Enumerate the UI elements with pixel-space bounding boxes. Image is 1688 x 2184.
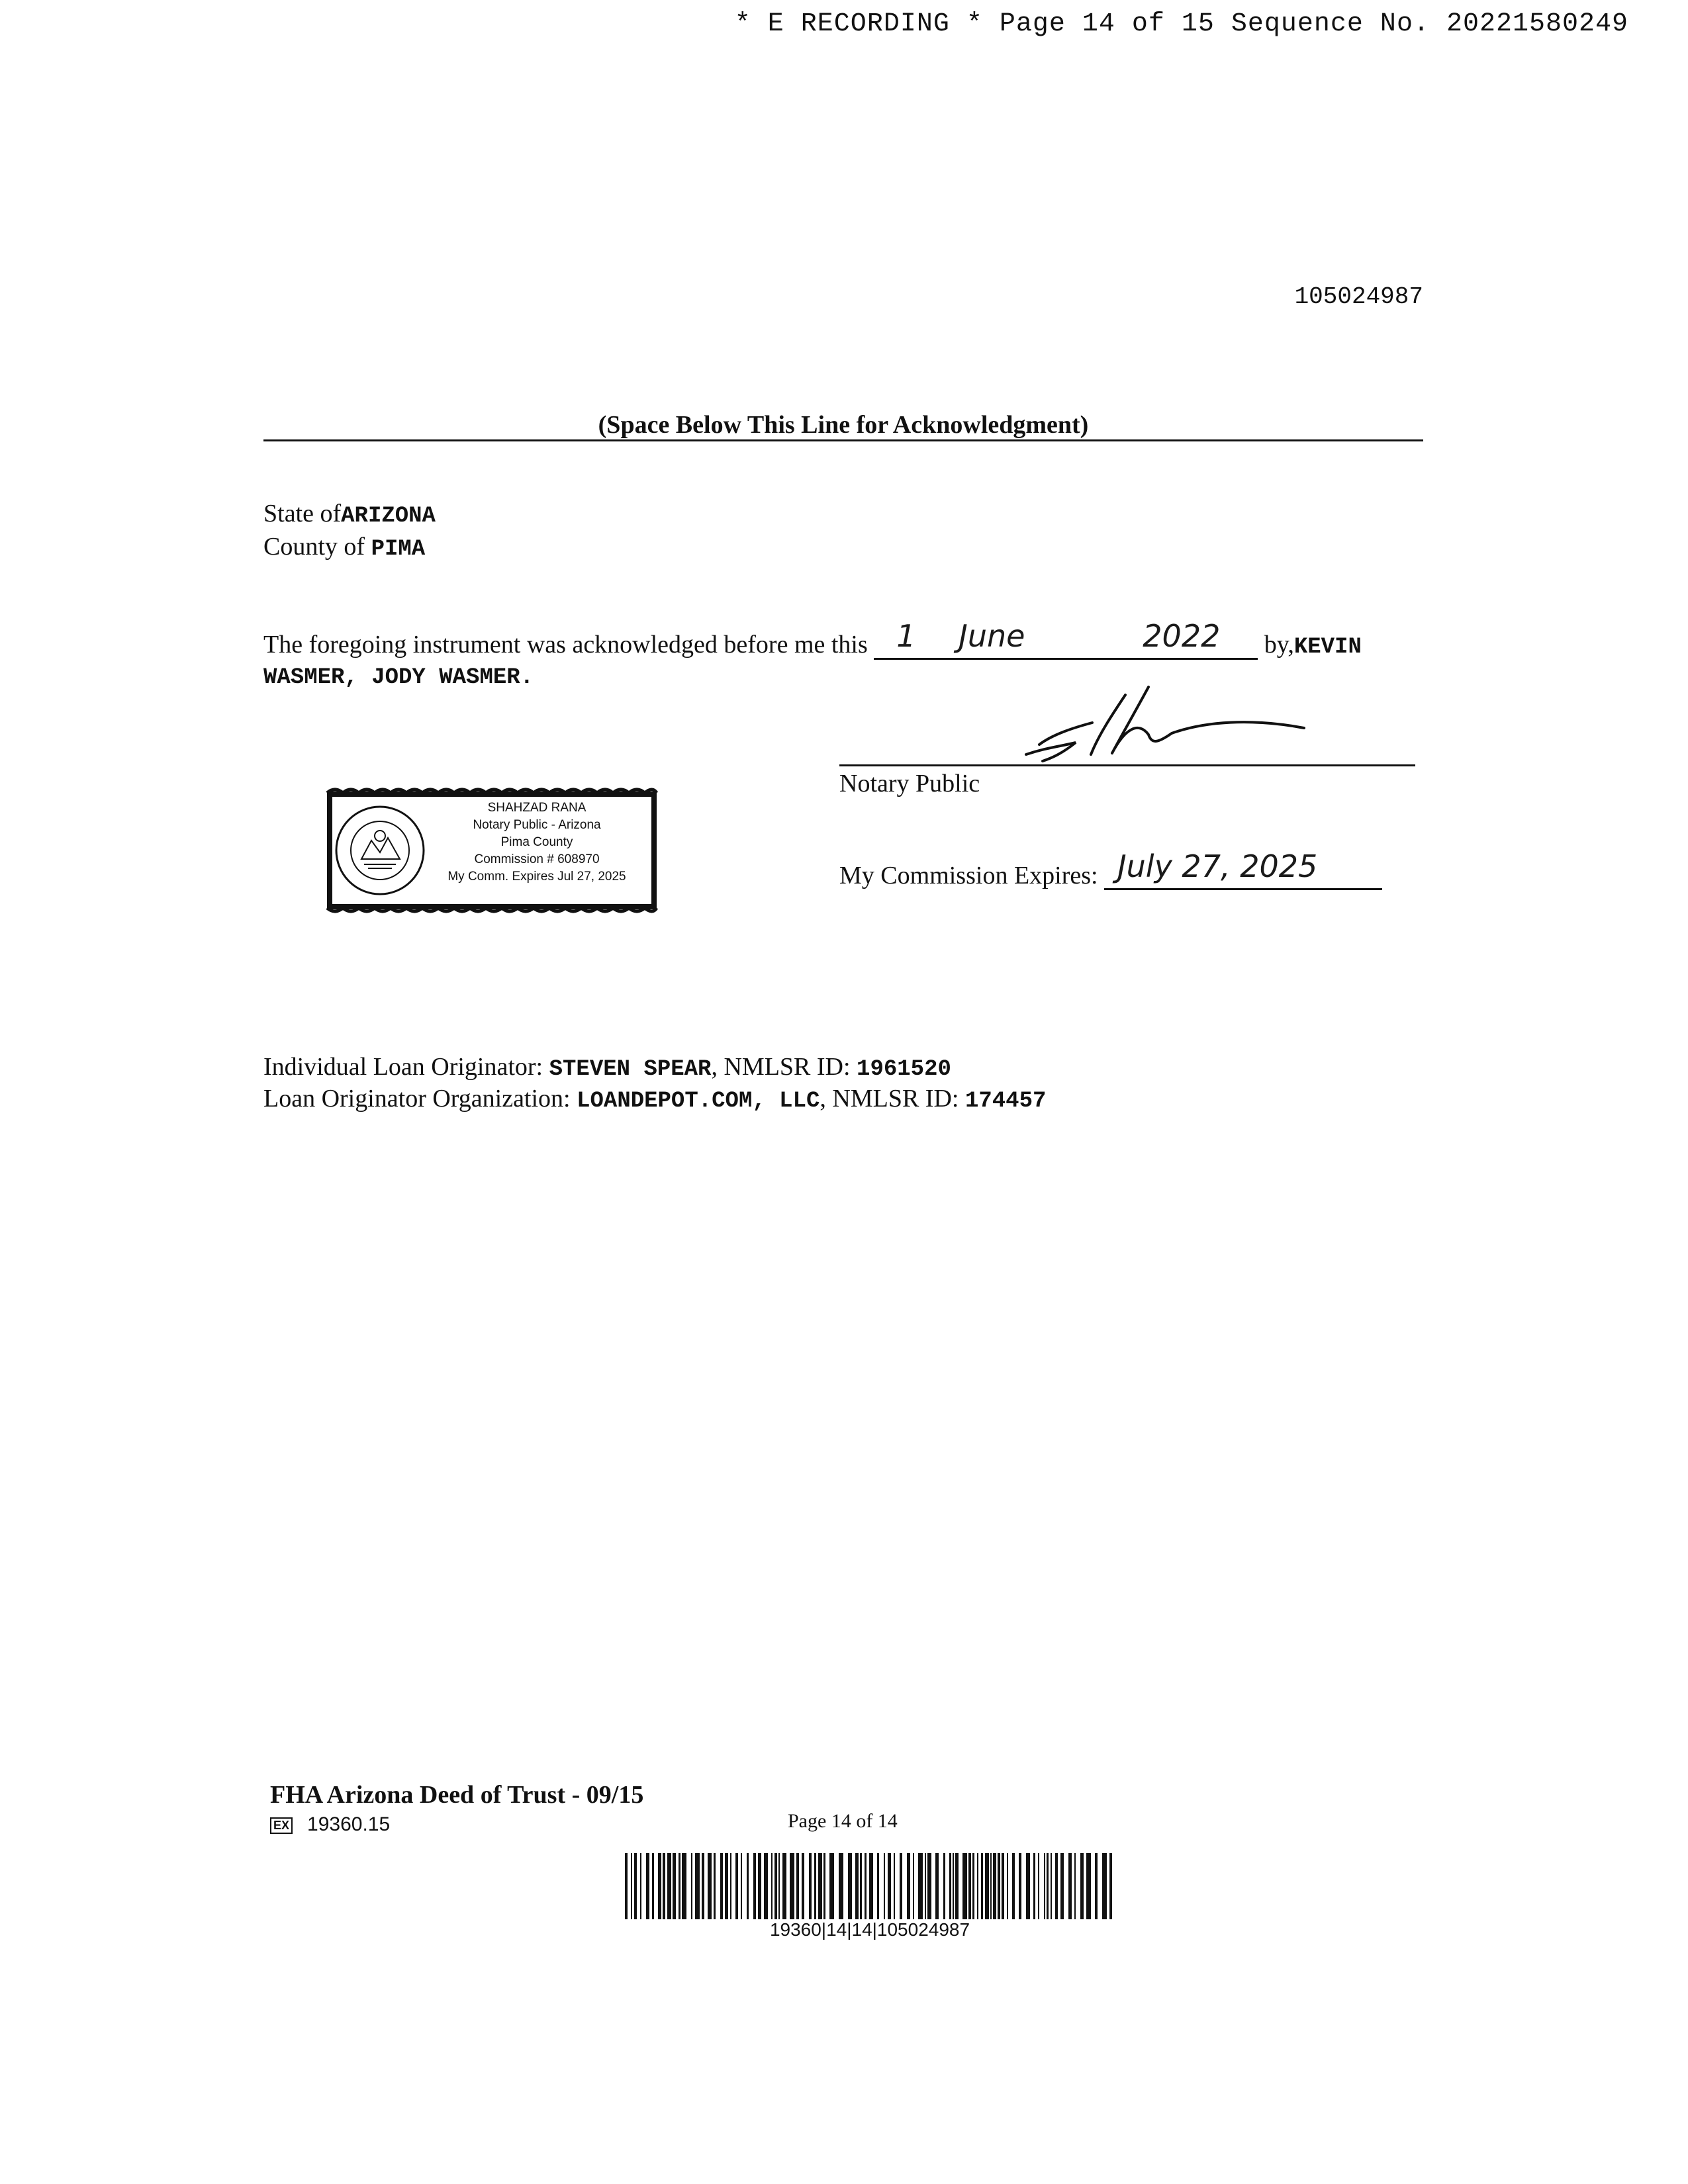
barcode-bar [730, 1853, 731, 1919]
barcode-bar [652, 1853, 654, 1919]
barcode-bar [1033, 1853, 1035, 1919]
loan-organization-line: Loan Originator Organization: LOANDEPOT.COM, LLC, NMLSR ID: 174457 [263, 1085, 1047, 1114]
barcode-bar [1047, 1853, 1049, 1919]
barcode-bar [625, 1853, 628, 1919]
barcode-bar [1102, 1853, 1107, 1919]
acknowledgment-line [263, 618, 1362, 660]
county-value: PIMA [371, 537, 426, 562]
barcode-bar [1019, 1853, 1021, 1919]
barcode-bar [764, 1853, 768, 1919]
notary-signature-line [839, 764, 1415, 766]
form-code-number: 19360.15 [307, 1813, 391, 1835]
barcode-bar [673, 1853, 676, 1919]
barcode-bar [829, 1853, 834, 1919]
commission-label: My Commission Expires: [839, 862, 1098, 889]
organization-nmlsr-label: NMLSR ID: [832, 1085, 959, 1113]
barcode-bar [935, 1853, 939, 1919]
acknowledgment-date-blank [874, 618, 1258, 660]
barcode-bar [634, 1853, 637, 1919]
commission-date-blank [1104, 848, 1382, 890]
barcode-bar [884, 1853, 885, 1919]
barcode-bar [1074, 1853, 1076, 1919]
barcode-bar [747, 1853, 749, 1919]
barcode-bar [869, 1853, 873, 1919]
barcode-bar [708, 1853, 712, 1919]
stamp-text [421, 799, 653, 886]
barcode-bar [1051, 1853, 1052, 1919]
organization-name: LOANDEPOT.COM, LLC [577, 1089, 820, 1114]
notary-public-label: Notary Public [839, 770, 980, 797]
originator-nmlsr-id: 1961520 [857, 1057, 951, 1082]
acknowledgment-heading: (Space Below This Line for Acknowledgment) [598, 411, 1089, 439]
barcode-number: 19360|14|14|105024987 [769, 1919, 970, 1940]
barcode-bar [1007, 1853, 1008, 1919]
barcode-bar [720, 1853, 723, 1919]
barcode-bar [1086, 1853, 1091, 1919]
barcode-bar [968, 1853, 971, 1919]
barcode-bar [702, 1853, 704, 1919]
originator-nmlsr-label: NMLSR ID: [724, 1053, 851, 1081]
handwritten-day: 1 [896, 618, 916, 654]
state-value: ARIZONA [341, 504, 436, 529]
barcode-bar [955, 1853, 959, 1919]
barcode-bar [990, 1853, 992, 1919]
barcode-bar [679, 1853, 680, 1919]
barcode-bar [949, 1853, 951, 1919]
barcode-bar [790, 1853, 794, 1919]
signer-first: KEVIN [1293, 635, 1362, 660]
signer-names: WASMER, JODY WASMER. [263, 665, 534, 690]
stamp-name: SHAHZAD RANA [487, 801, 586, 815]
barcode-bar [823, 1853, 825, 1919]
barcode-bar [943, 1853, 945, 1919]
barcode-bar [839, 1853, 843, 1919]
barcode-bar [894, 1853, 895, 1919]
notary-signature [1013, 682, 1317, 768]
originator-name: STEVEN SPEAR [549, 1057, 712, 1082]
notary-stamp [322, 786, 662, 915]
state-line [263, 499, 436, 529]
barcode-bar [918, 1853, 923, 1919]
barcode-bar [1012, 1853, 1015, 1919]
barcode-bar [860, 1853, 862, 1919]
barcode-bar [1080, 1853, 1084, 1919]
barcode-bar [809, 1853, 812, 1919]
barcode-bar [900, 1853, 902, 1919]
barcode-bar [848, 1853, 852, 1919]
stamp-expires: My Comm. Expires Jul 27, 2025 [447, 870, 626, 884]
barcode-bar [658, 1853, 661, 1919]
barcode-bar [977, 1853, 978, 1919]
barcode-bar [855, 1853, 859, 1919]
barcode-bar [981, 1853, 983, 1919]
acknowledgment-lead-text: The foregoing instrument was acknowledged before me this [263, 631, 868, 659]
barcode-bar [998, 1853, 1000, 1919]
handwritten-commission-date: July 27, 2025 [1117, 848, 1318, 884]
barcode-bar [735, 1853, 738, 1919]
county-label: County of [263, 533, 365, 561]
barcode-bar [691, 1853, 692, 1919]
form-title: FHA Arizona Deed of Trust - 09/15 [270, 1781, 644, 1809]
acknowledgment-divider [263, 439, 1423, 441]
barcode-bar [782, 1853, 786, 1919]
barcode-bar [802, 1853, 804, 1919]
barcode-bar [962, 1853, 967, 1919]
page-number: Page 14 of 14 [788, 1810, 898, 1832]
barcode-bar [814, 1853, 816, 1919]
barcode [625, 1853, 1115, 1919]
barcode-bar [1038, 1853, 1039, 1919]
barcode-bar [714, 1853, 716, 1919]
state-label: State of [263, 500, 342, 527]
barcode-bar [993, 1853, 996, 1919]
signers-line [263, 660, 534, 690]
ellie-mae-badge: EX [270, 1817, 293, 1834]
barcode-bar [818, 1853, 822, 1919]
form-code [270, 1813, 390, 1836]
barcode-bar [695, 1853, 700, 1919]
stamp-county: Pima County [500, 835, 573, 849]
barcode-bar [1060, 1853, 1064, 1919]
commission-expires-line [839, 848, 1382, 890]
barcode-bar [667, 1853, 671, 1919]
barcode-bar [1109, 1853, 1112, 1919]
barcode-bar [682, 1853, 686, 1919]
barcode-bar [877, 1853, 879, 1919]
arizona-seal-icon [336, 807, 424, 894]
barcode-bar [953, 1853, 954, 1919]
stamp-title: Notary Public - Arizona [473, 818, 601, 832]
barcode-bar [1055, 1853, 1058, 1919]
handwritten-year: 2022 [1143, 618, 1221, 654]
barcode-bar [741, 1853, 742, 1919]
barcode-bar [1095, 1853, 1098, 1919]
barcode-bar [1026, 1853, 1030, 1919]
barcode-bar [907, 1853, 910, 1919]
barcode-bar [972, 1853, 974, 1919]
barcode-bar [778, 1853, 780, 1919]
barcode-bar [753, 1853, 756, 1919]
barcode-bar [925, 1853, 926, 1919]
loan-number: 105024987 [1294, 283, 1423, 310]
barcode-bar [865, 1853, 867, 1919]
barcode-bar [1002, 1853, 1004, 1919]
organization-label: Loan Originator Organization: [263, 1085, 571, 1113]
recording-header: * E RECORDING * Page 14 of 15 Sequence No. 20221580249 [734, 9, 1628, 39]
barcode-bar [725, 1853, 728, 1919]
county-line [263, 532, 425, 562]
barcode-bar [774, 1853, 777, 1919]
barcode-bar [913, 1853, 914, 1919]
loan-originator-line: Individual Loan Originator: STEVEN SPEAR, NMLSR ID: 1961520 [263, 1053, 951, 1082]
barcode-bar [640, 1853, 641, 1919]
barcode-bar [1068, 1853, 1072, 1919]
organization-nmlsr-id: 174457 [964, 1089, 1047, 1114]
barcode-bar [796, 1853, 799, 1919]
barcode-bar [927, 1853, 931, 1919]
barcode-bar [888, 1853, 891, 1919]
originator-label: Individual Loan Originator: [263, 1053, 543, 1081]
handwritten-month: June [959, 618, 1025, 654]
barcode-bar [646, 1853, 649, 1919]
by-label: by, [1264, 631, 1294, 659]
barcode-bar [631, 1853, 632, 1919]
barcode-bar [758, 1853, 761, 1919]
stamp-commission: Commission # 608970 [474, 852, 600, 866]
barcode-bar [771, 1853, 773, 1919]
barcode-bar [663, 1853, 665, 1919]
barcode-bar [1044, 1853, 1045, 1919]
barcode-bar [985, 1853, 989, 1919]
